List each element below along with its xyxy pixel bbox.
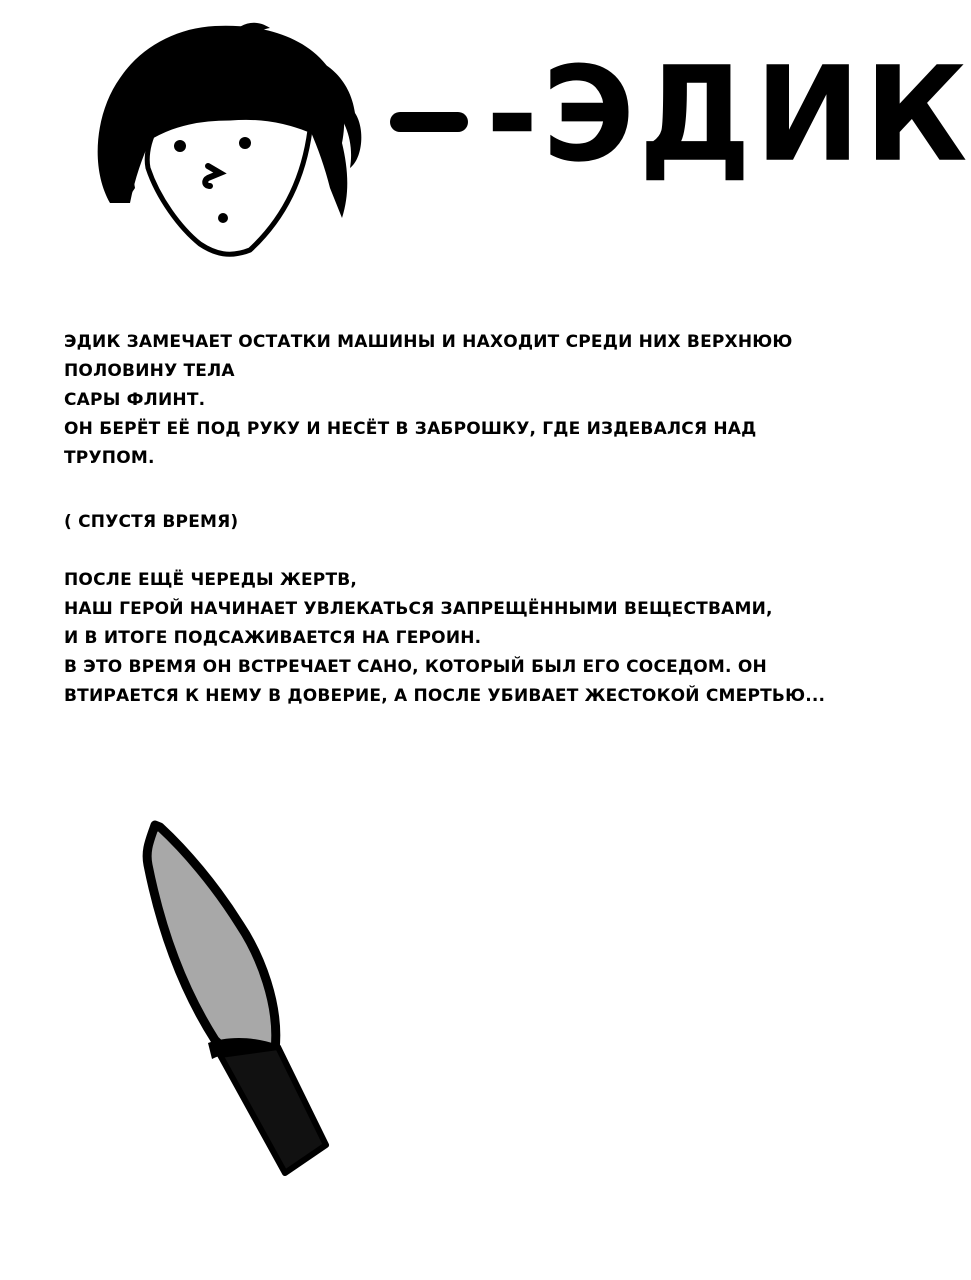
text-line: ПОЛОВИНУ ТЕЛА <box>64 361 235 381</box>
edik-face-drawing <box>80 18 380 268</box>
page-title: -ЭДИК <box>486 38 971 191</box>
text-line: ТРУПОМ. <box>64 448 155 468</box>
text-line: ВТИРАЕТСЯ К НЕМУ В ДОВЕРИЕ, А ПОСЛЕ УБИВАЕТ ЖЕСТОКОЙ СМЕРТЬЮ... <box>64 686 826 706</box>
text-line: ПОСЛЕ ЕЩЁ ЧЕРЕДЫ ЖЕРТВ, <box>64 570 358 590</box>
text-line: НАШ ГЕРОЙ НАЧИНАЕТ УВЛЕКАТЬСЯ ЗАПРЕЩЁННЫМИ ВЕЩЕСТВАМИ, <box>64 599 773 619</box>
text-line: И В ИТОГЕ ПОДСАЖИВАЕТСЯ НА ГЕРОИН. <box>64 628 482 648</box>
text-line: ОН БЕРЁТ ЕЁ ПОД РУКУ И НЕСЁТ В ЗАБРОШКУ, ГДЕ ИЗДЕВАЛСЯ НАД <box>64 419 757 439</box>
story-paragraph-2 <box>64 566 884 711</box>
text-line: ( СПУСТЯ ВРЕМЯ) <box>64 512 239 532</box>
text-line: ЭДИК ЗАМЕЧАЕТ ОСТАТКИ МАШИНЫ И НАХОДИТ СРЕДИ НИХ ВЕРХНЮЮ <box>64 332 793 352</box>
text-line: В ЭТО ВРЕМЯ ОН ВСТРЕЧАЕТ САНО, КОТОРЫЙ БЫЛ ЕГО СОСЕДОМ. ОН <box>64 657 767 677</box>
knife-drawing <box>130 815 340 1195</box>
story-paragraph-1 <box>64 328 884 473</box>
text-line: САРЫ ФЛИНТ. <box>64 390 206 410</box>
story-interlude <box>64 508 884 537</box>
title-dash <box>390 112 468 132</box>
